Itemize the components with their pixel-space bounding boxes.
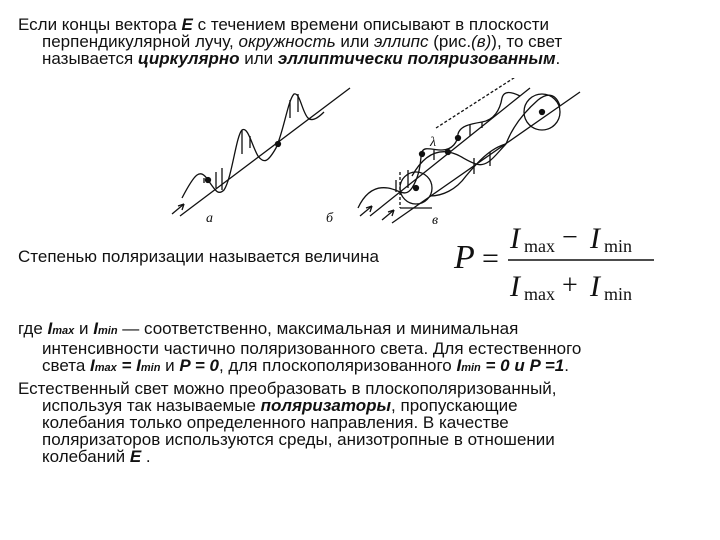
num-min: min (604, 236, 633, 256)
text: и (160, 356, 180, 375)
den-max: max (524, 284, 555, 304)
num-I1: I (510, 222, 520, 255)
label-lambda: λ (430, 135, 437, 150)
text: или (335, 32, 375, 51)
line (18, 448, 557, 465)
symbol-I: I (90, 356, 95, 375)
text: и (74, 319, 94, 338)
point (420, 152, 425, 157)
label-c: в (432, 213, 439, 228)
point (456, 136, 461, 141)
text: где (18, 319, 48, 338)
text: интенсивности частично поляризованного света. Для естественного (42, 339, 582, 358)
line (18, 431, 557, 448)
line (18, 319, 518, 338)
subscript-max: max (52, 325, 75, 337)
num-I2: I (590, 222, 600, 255)
point (206, 178, 211, 183)
line (18, 357, 581, 377)
text: (рис. (428, 32, 472, 51)
text: используя так называемые (42, 396, 261, 415)
line (18, 50, 562, 67)
text-italic: окружность (238, 32, 336, 51)
label-b: б (326, 211, 334, 226)
subscript-min: min (98, 325, 118, 337)
text: , для плоскополяризованного (218, 356, 457, 375)
expression-p1: = 0 и P =1 (480, 356, 565, 375)
point (446, 150, 451, 155)
line (18, 340, 581, 357)
text: называется (42, 49, 138, 68)
wave-a (172, 88, 350, 216)
formula-P: P (454, 239, 475, 276)
line (18, 397, 557, 414)
subscript-min: min (461, 362, 481, 374)
text: колебаний (42, 447, 130, 466)
point (276, 142, 281, 147)
wave-c (382, 78, 580, 223)
expression-p0: P = 0 (179, 356, 219, 375)
paragraph-intensities (18, 320, 581, 377)
lambda-guide (436, 78, 520, 128)
term-polarizers: поляризаторы (260, 396, 392, 415)
symbol-I: I (136, 356, 141, 375)
helix-tail (506, 95, 560, 144)
vector-e: Е (181, 15, 193, 34)
num-minus: − (562, 222, 578, 253)
paragraph-polarizers (18, 380, 557, 465)
text: Если концы вектора (18, 15, 182, 34)
symbol-I: I (47, 319, 53, 338)
polarization-formula (448, 212, 668, 308)
text: поляризаторов используются среды, анизотропные в отношении (42, 430, 555, 449)
den-I1: I (510, 270, 520, 303)
equals: = (116, 356, 137, 375)
paragraph-degree-polarization (18, 248, 379, 265)
subscript-min: min (140, 362, 161, 374)
term-elliptical: эллиптически поляризованным (277, 49, 556, 68)
den-min: min (604, 284, 633, 304)
text: света (42, 356, 91, 375)
formula-eq: = (482, 242, 499, 275)
text: или (239, 49, 278, 68)
text: Степенью поляризации называется величина (18, 247, 379, 266)
line (18, 414, 557, 431)
label-a: а (206, 211, 213, 226)
den-I2: I (590, 270, 600, 303)
text: . (141, 447, 151, 466)
term-circular: циркулярно (137, 49, 240, 68)
num-max: max (524, 236, 555, 256)
line (18, 33, 562, 50)
point (414, 186, 419, 191)
den-plus: + (562, 270, 578, 301)
text: , пропускающие (391, 396, 518, 415)
symbol-I: I (93, 319, 98, 338)
vector-e: Е (129, 447, 142, 466)
text: перпендикулярной лучу, (42, 32, 239, 51)
text-italic: эллипс (374, 32, 429, 51)
point (540, 110, 545, 115)
wave-curve-a (182, 94, 324, 198)
text: — соответственно, максимальная и минимальная (117, 319, 519, 338)
text: . (555, 49, 561, 68)
text: с течением времени описывают в плоскости (192, 15, 550, 34)
text: Естественный свет можно преобразовать в плоскополяризованный, (18, 379, 557, 398)
text-italic: (в) (471, 32, 492, 51)
text: колебания только определенного направления. В качестве (42, 413, 509, 432)
text: . (564, 356, 569, 375)
paragraph-circular-polarization (18, 16, 562, 67)
axis-a (180, 88, 350, 216)
subscript-max: max (94, 362, 117, 374)
symbol-I: I (456, 356, 462, 375)
text: ), то свет (491, 32, 563, 51)
